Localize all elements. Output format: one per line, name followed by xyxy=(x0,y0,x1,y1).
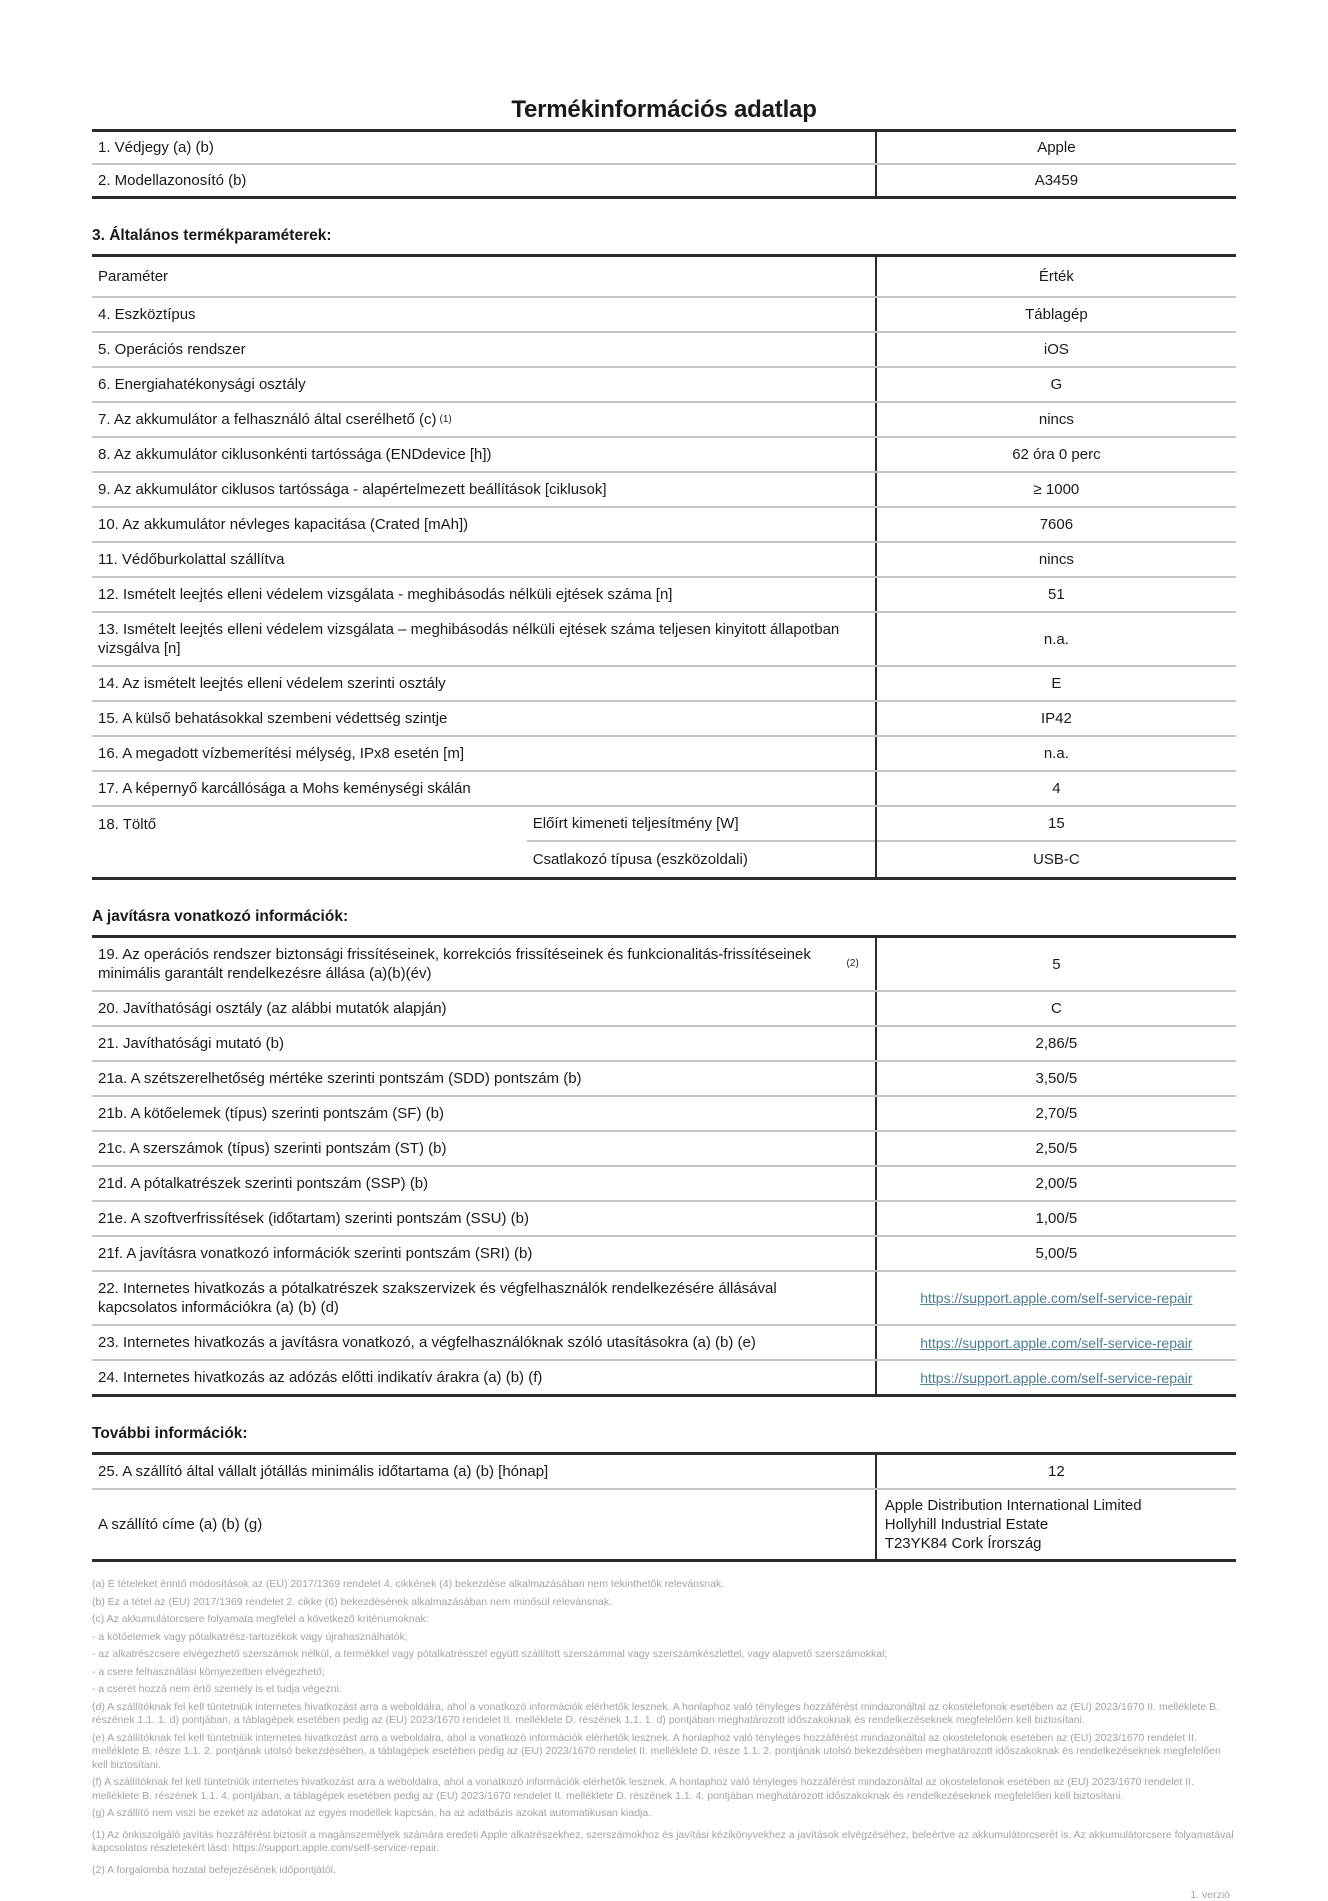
table-row xyxy=(92,1095,1236,1130)
table-row xyxy=(92,576,1236,611)
row-label: 11. Védőburkolattal szállítva xyxy=(98,551,285,568)
charger-sub-label: Csatlakozó típusa (eszközoldali) xyxy=(532,851,748,868)
row-label: 17. A képernyő karcállósága a Mohs keménységi skálán xyxy=(98,780,471,797)
table-row xyxy=(92,471,1236,506)
supplier-address-line: Hollyhill Industrial Estate xyxy=(884,1516,1049,1533)
row-label: 21f. A javításra vonatkozó információk szerinti pontszám (SRI) (b) xyxy=(98,1245,533,1262)
charger-sub-value: USB-C xyxy=(1033,851,1080,868)
row-label: 15. A külső behatásokkal szembeni védettség szintje xyxy=(98,710,448,727)
repair-support-link[interactable]: https://support.apple.com/self-service-repair xyxy=(920,1290,1193,1306)
table-row xyxy=(92,665,1236,700)
repair-support-link[interactable]: https://support.apple.com/self-service-repair xyxy=(920,1334,1193,1351)
page-title: Termékinformációs adatlap xyxy=(511,96,817,123)
row-label: 21d. A pótalkatrészek szerinti pontszám (SSP) (b) xyxy=(98,1175,429,1192)
general-parameters-table xyxy=(92,254,1236,880)
row-label: 21e. A szoftverfrissítések (időtartam) szerinti pontszám (SSU) (b) xyxy=(98,1210,529,1227)
footnote: - a cserét hozzá nem értő személy is el tudja végezni. xyxy=(92,1683,342,1695)
row-label: 2. Modellazonosító (b) xyxy=(98,172,247,189)
section-heading-repair: A javításra vonatkozó információk: xyxy=(92,908,349,925)
row-label: 5. Operációs rendszer xyxy=(98,341,246,358)
row-label: 21b. A kötőelemek (típus) szerinti pontszám (SF) (b) xyxy=(98,1105,444,1122)
row-value: 2,86/5 xyxy=(1035,1035,1078,1052)
supplier-address-line: T23YK84 Cork Írország xyxy=(884,1535,1042,1552)
table-row xyxy=(92,990,1236,1025)
row-label: 24. Internetes hivatkozás az adózás előtti indikatív árakra (a) (b) (f) xyxy=(98,1369,543,1386)
table-row xyxy=(92,163,1236,196)
row-value: 51 xyxy=(1048,586,1065,603)
row-label: 21a. A szétszerelhetőség mértéke szerinti pontszám (SDD) pontszám (b) xyxy=(98,1070,582,1087)
row-value: 1,00/5 xyxy=(1035,1210,1078,1227)
footnote: (1) Az önkiszolgáló javítás hozzáférést biztosít a magánszemélyek számára eredeti Apple alkatrészekhez, szerszámokhoz és javítási kézikönyvekhez a javítások elvégzéséhez, beleértve az akkumulátorcserét is. Az akkumulátorcsere folyamatával kapcsolatos részletekért lásd: https://support.apple.com/self-service-repair. xyxy=(92,1828,1234,1854)
table-row xyxy=(92,611,1236,665)
row-label: 7. Az akkumulátor a felhasználó által cserélhető (c) xyxy=(98,411,437,428)
table-row xyxy=(92,1130,1236,1165)
table-row xyxy=(92,1025,1236,1060)
section-heading-general: 3. Általános termékparaméterek: xyxy=(92,227,332,244)
footnote: (a) E tételeket érintő módosítások az (EU) 2017/1369 rendelet 4. cikkének (4) bekezdése alkalmazásában nem tekinthetők relevánsnak. xyxy=(92,1578,725,1590)
table-row xyxy=(92,132,1236,163)
row-value: iOS xyxy=(1043,341,1069,358)
row-label: A szállító címe (a) (b) (g) xyxy=(98,1516,263,1533)
row-value: n.a. xyxy=(1043,630,1069,648)
table-header-row xyxy=(92,257,1236,296)
footnote: (b) Ez a tétel az (EU) 2017/1369 rendelet 2. cikke (6) bekezdésének alkalmazásában nem minősül relevánsnak. xyxy=(92,1595,613,1608)
row-value: 5,00/5 xyxy=(1035,1245,1078,1262)
row-label: 21c. A szerszámok (típus) szerinti pontszám (ST) (b) xyxy=(98,1140,447,1157)
additional-information-table xyxy=(92,1452,1236,1562)
row-value: 3,50/5 xyxy=(1035,1070,1078,1087)
table-row xyxy=(92,541,1236,576)
row-value: 62 óra 0 perc xyxy=(1012,446,1101,463)
footnote: (e) A szállítóknak fel kell tüntetniük internetes hivatkozást arra a weboldalra, ahol a vonatkozó információk elérhetők lesznek. A honlaphoz való tényleges hozzáférést mindazonáltal az okostelefonok esetében az (EU) 2023/1670 rendelet II. melléklete B. része 1.1. 2. pontjának utolsó bekezdésében, a táblagépek esetében pedig az (EU) 2023/1670 rendelet II. melléklete D. része 1.1. 2. pontjának utolsó bekezdésében meghatározott időszakoknak és rendelkezéseknek megfelelően kell biztosítani. xyxy=(92,1731,1221,1771)
table-row: 19. Az operációs rendszer biztonsági frissítéseinek, korrekciós frissítéseinek és funkcionalitás-frissítéseinek minimális garantált rendelkezésre állása (a)(b)(év) (2) 5 xyxy=(92,938,1236,990)
table-row xyxy=(92,1200,1236,1235)
row-value: Táblagép xyxy=(1025,306,1088,323)
row-value: 7606 xyxy=(1039,516,1074,533)
repair-information-table xyxy=(92,935,1236,1397)
row-label: 14. Az ismételt leejtés elleni védelem szerinti osztály xyxy=(98,675,446,692)
table-row xyxy=(92,1455,1236,1488)
row-label: 18. Töltő xyxy=(98,816,157,833)
row-value: 2,70/5 xyxy=(1035,1105,1078,1122)
footnotes xyxy=(92,1578,1236,1877)
row-label: 21. Javíthatósági mutató (b) xyxy=(98,1035,284,1052)
footnote: (d) A szállítóknak fel kell tüntetniük internetes hivatkozást arra a weboldalra, ahol a vonatkozó információk elérhetők lesznek. A honlaphoz való tényleges hozzáférést mindazonáltal az okostelefonok esetében az (EU) 2023/1670 II. melléklete B. részének 1.1. 1. d) pontjában, a táblagépek esetében pedig az (EU) 2023/1670 rendelet II. melléklete D. részének 1.1. 1. d) pontjában meghatározott időszakoknak és rendelkezéseknek megfelelően kell biztosítani. xyxy=(92,1700,1220,1726)
table-row xyxy=(92,331,1236,366)
table-row xyxy=(92,436,1236,471)
row-value: nincs xyxy=(1038,551,1074,568)
charger-sub-label: Előírt kimeneti teljesítmény [W] xyxy=(527,807,875,842)
row-value: 5 xyxy=(1052,955,1061,973)
column-header-value: Érték xyxy=(1038,268,1074,285)
row-label: 1. Védjegy (a) (b) xyxy=(98,139,214,156)
row-value: 12 xyxy=(1048,1463,1065,1480)
footnote: (g) A szállító nem viszi be ezeket az adatokat az egyes modellek kapcsán, ha az adatbázis azokat automatikusan kiadja. xyxy=(92,1807,652,1819)
row-value: IP42 xyxy=(1040,710,1072,727)
table-row xyxy=(92,1235,1236,1270)
table-row xyxy=(92,296,1236,331)
table-row xyxy=(92,735,1236,770)
row-value: 2,50/5 xyxy=(1035,1140,1078,1157)
table-row-link xyxy=(92,1270,1236,1324)
section-heading-additional: További információk: xyxy=(92,1425,248,1442)
version-label: 1. verzió xyxy=(1190,1889,1230,1901)
footnote: - a kötőelemek vagy pótalkatrész-tartozékok vagy újrahasználhatók; xyxy=(92,1630,408,1643)
table-row-supplier-address xyxy=(92,1488,1236,1559)
row-label: 20. Javíthatósági osztály (az alábbi mutatók alapján) xyxy=(98,1000,447,1017)
row-value: E xyxy=(1051,675,1062,692)
row-label: 12. Ismételt leejtés elleni védelem vizsgálata - meghibásodás nélküli ejtések száma [n] xyxy=(98,586,673,603)
row-value: Apple xyxy=(1037,139,1076,156)
table-row xyxy=(92,1165,1236,1200)
charger-sub-value: 15 xyxy=(877,807,1236,842)
supplier-address-line: Apple Distribution International Limited xyxy=(884,1497,1142,1514)
row-label: 8. Az akkumulátor ciklusonkénti tartóssága (ENDdevice [h]) xyxy=(98,446,492,463)
row-value: 2,00/5 xyxy=(1035,1175,1078,1192)
table-row xyxy=(92,1060,1236,1095)
row-label: 10. Az akkumulátor névleges kapacitása (Crated [mAh]) xyxy=(98,516,469,533)
table-row xyxy=(92,506,1236,541)
row-label: 23. Internetes hivatkozás a javításra vonatkozó, a végfelhasználóknak szóló utasításokra (a) (b) (e) xyxy=(98,1334,756,1351)
table-row xyxy=(92,700,1236,735)
row-label: 13. Ismételt leejtés elleni védelem vizsgálata – meghibásodás nélküli ejtések száma teljesen kinyitott állapotban vizsgálva [n] xyxy=(98,621,840,657)
row-value: n.a. xyxy=(1043,745,1069,762)
row-label: 19. Az operációs rendszer biztonsági frissítéseinek, korrekciós frissítéseinek és funkcionalitás-frissítéseinek minimális garantált rendelkezésre állása (a)(b)(év) xyxy=(98,946,811,982)
row-value: ≥ 1000 xyxy=(1033,481,1080,498)
column-header-parameter: Paraméter xyxy=(92,257,877,296)
repair-support-link[interactable]: https://support.apple.com/self-service-repair xyxy=(920,1369,1193,1386)
row-label: 25. A szállító által vállalt jótállás minimális időtartama (a) (b) [hónap] xyxy=(98,1463,549,1480)
row-label: 22. Internetes hivatkozás a pótalkatrészek szakszervizek és végfelhasználók rendelkezésére állásával kapcsolatos információkra (a) (b) (d) xyxy=(98,1280,777,1316)
table-row xyxy=(92,366,1236,401)
footnote: (c) Az akkumulátorcsere folyamata megfelel a következő kritériumoknak: xyxy=(92,1613,429,1625)
row-value: 4 xyxy=(1052,780,1061,797)
row-label: 4. Eszköztípus xyxy=(98,306,196,323)
row-label: 6. Energiahatékonysági osztály xyxy=(98,376,306,393)
row-label: 16. A megadott vízbemerítési mélység, IPx8 esetén [m] xyxy=(98,745,465,762)
row-value: A3459 xyxy=(1034,172,1079,189)
row-value: G xyxy=(1050,376,1063,393)
table-row-charger xyxy=(92,805,1236,877)
footnote: (2) A forgalomba hozatal befejezésének időpontjától. xyxy=(92,1863,336,1876)
footnote: - a csere felhasználási környezetben elvégezhető; xyxy=(92,1665,325,1678)
identification-table xyxy=(92,129,1236,199)
table-row-link xyxy=(92,1359,1236,1394)
table-row-link xyxy=(92,1324,1236,1359)
footnote: - az alkatrészcsere elvégezhető szerszámok nélkül, a termékkel vagy pótalkatrésszel együtt szállított szerszámmal vagy szerszámkészlettel, vagy alapvető szerszámokkal; xyxy=(92,1648,888,1660)
row-label: 9. Az akkumulátor ciklusos tartóssága - alapértelmezett beállítások [ciklusok] xyxy=(98,481,607,498)
row-value: nincs xyxy=(1038,411,1074,428)
row-value: C xyxy=(1050,1000,1062,1017)
footnote: (f) A szállítóknak fel kell tüntetniük internetes hivatkozást arra a weboldalra, ahol a vonatkozó információk elérhetők lesznek. A honlaphoz való tényleges hozzáférést mindazonáltal az okostelefonok esetében az (EU) 2023/1670 rendelet II. melléklete B. részének 1.1. 4. pontjában, a táblagépek esetében pedig az (EU) 2023/1670 rendelet II. melléklete D. részének 1.1. 4. pontjában meghatározott időszakoknak és rendelkezéseknek megfelelően kell biztosítani. xyxy=(92,1776,1194,1802)
table-row: 7. Az akkumulátor a felhasználó által cserélhető (c) (1) nincs xyxy=(92,401,1236,436)
table-row xyxy=(92,770,1236,805)
